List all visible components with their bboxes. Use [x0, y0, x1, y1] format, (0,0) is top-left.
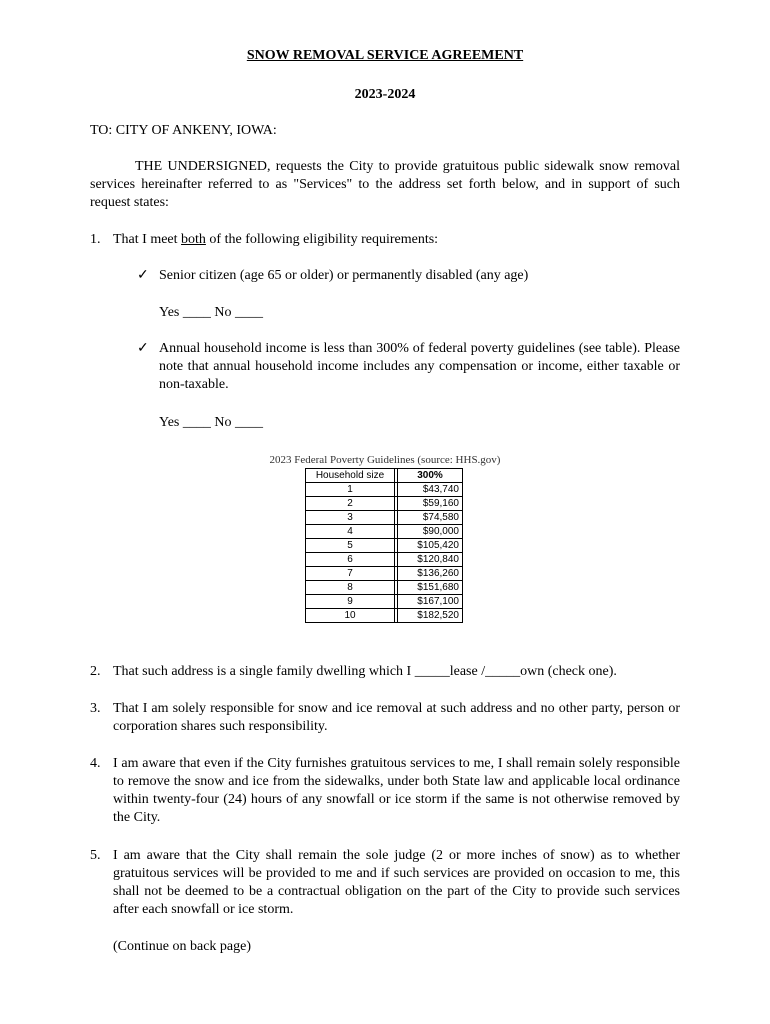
table-caption: 2023 Federal Poverty Guidelines (source: HHS.gov) [269, 454, 501, 466]
item-1-text-underlined: both [181, 232, 206, 247]
table-row [306, 567, 463, 581]
item-3-text: That I am solely responsible for snow and ice removal at such address and no other party, person or corporation shares such responsibility. [113, 701, 680, 734]
requirement-income: Annual household income is less than 300% of federal poverty guidelines (see table). Please note that annual household income includes any compensation or income, either taxable or non-taxable. [159, 341, 680, 392]
table-row [306, 511, 463, 525]
document-year: 2023-2024 [354, 87, 416, 102]
table-row [306, 553, 463, 567]
item-number: 5. [90, 848, 101, 863]
continue-note: (Continue on back page) [113, 939, 252, 954]
table-header-300: 300% [398, 469, 463, 483]
table-cell-size: 8 [306, 581, 395, 595]
table-cell-size: 10 [306, 609, 395, 623]
table-row [306, 539, 463, 553]
table-cell-amount: $182,520 [398, 609, 463, 623]
item-number: 4. [90, 756, 101, 771]
item-4-text: I am aware that even if the City furnishes gratuitous services to me, I shall remain solely responsible to remove the snow and ice from the sidewalks, under both State law and applicable local ordinance within twenty-four (24) hours of any snowfall or ice storm if the same is not otherwise removed by the City. [113, 756, 680, 825]
item-number: 1. [90, 232, 101, 247]
table-cell-size: 5 [306, 539, 395, 553]
poverty-guidelines-table [305, 468, 463, 623]
table-cell-amount: $105,420 [398, 539, 463, 553]
item-2-text: That such address is a single family dwelling which I _____lease /_____own (check one). [113, 664, 617, 679]
table-header-row [306, 469, 463, 483]
table-cell-size: 7 [306, 567, 395, 581]
table-cell-size: 1 [306, 483, 395, 497]
table-cell-size: 9 [306, 595, 395, 609]
table-row [306, 483, 463, 497]
table-cell-amount: $120,840 [398, 553, 463, 567]
check-icon: ✓ [137, 341, 149, 356]
requirement-senior: Senior citizen (age 65 or older) or permanently disabled (any age) [159, 268, 529, 283]
table-cell-size: 4 [306, 525, 395, 539]
table-cell-size: 6 [306, 553, 395, 567]
table-cell-size: 3 [306, 511, 395, 525]
table-header-household-size: Household size [306, 469, 395, 483]
table-cell-amount: $59,160 [398, 497, 463, 511]
table-cell-amount: $167,100 [398, 595, 463, 609]
requirement-senior-yes-no: Yes ____ No ____ [159, 305, 263, 320]
table-cell-amount: $43,740 [398, 483, 463, 497]
table-cell-amount: $136,260 [398, 567, 463, 581]
table-row [306, 595, 463, 609]
check-icon: ✓ [137, 268, 149, 283]
table-row [306, 525, 463, 539]
item-1-text-before: That I meet [113, 232, 182, 247]
table-cell-amount: $74,580 [398, 511, 463, 525]
item-1-text [113, 231, 680, 249]
item-number: 2. [90, 664, 101, 679]
addressee-line: TO: CITY OF ANKENY, IOWA: [90, 123, 277, 138]
item-number: 3. [90, 701, 101, 716]
document-title: SNOW REMOVAL SERVICE AGREEMENT [246, 48, 524, 63]
table-row [306, 581, 463, 595]
table-row [306, 497, 463, 511]
table-cell-size: 2 [306, 497, 395, 511]
table-row [306, 609, 463, 623]
table-cell-amount: $90,000 [398, 525, 463, 539]
item-1-text-after: of the following eligibility requirements: [205, 232, 439, 247]
table-cell-amount: $151,680 [398, 581, 463, 595]
item-5-text: I am aware that the City shall remain the sole judge (2 or more inches of snow) as to whether gratuitous services will be provided to me and if such services are provided on occasion to me, this shall not be deemed to be a contractual obligation on the part of the City to provide such services after each snowfall or ice storm. [113, 848, 680, 917]
requirement-income-yes-no: Yes ____ No ____ [159, 415, 263, 430]
intro-paragraph: THE UNDERSIGNED, requests the City to provide gratuitous public sidewalk snow removal services hereinafter referred to as "Services" to the address set forth below, and in support of such request states: [90, 159, 680, 210]
